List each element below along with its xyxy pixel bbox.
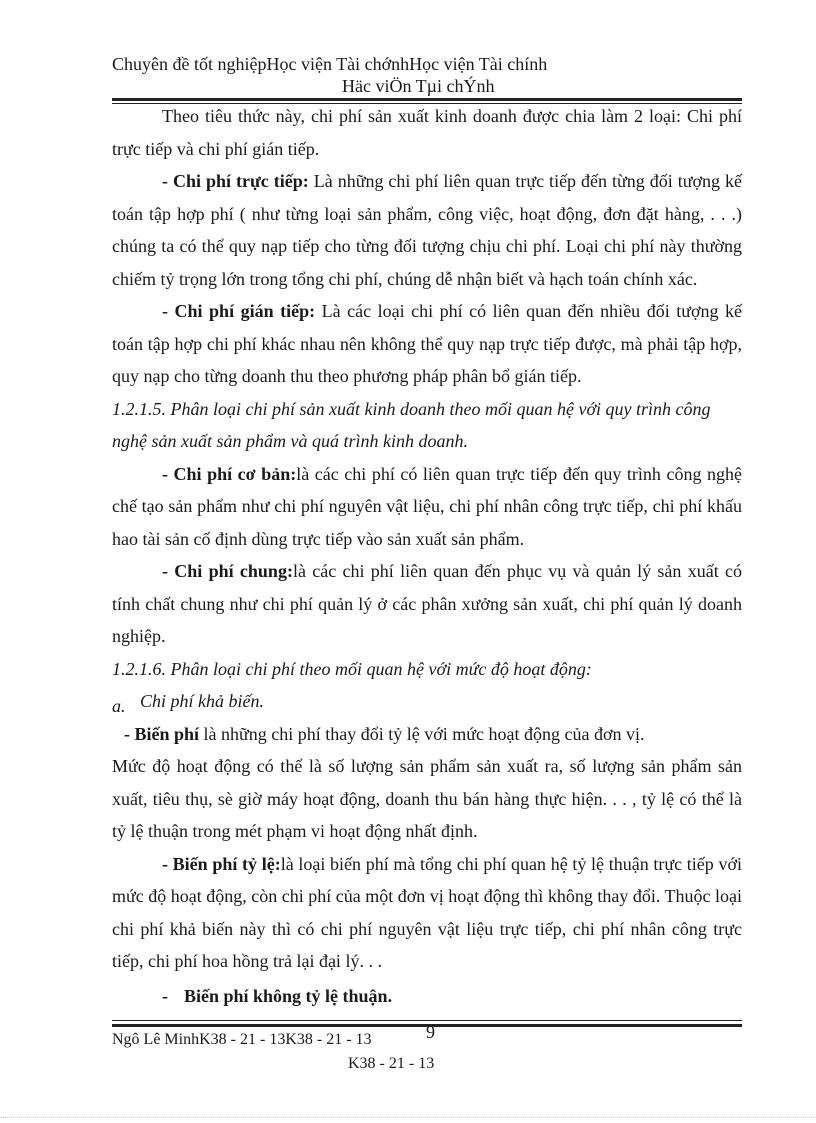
page-header: [112, 53, 742, 97]
document-body: [112, 100, 742, 1012]
paragraph-text: Là các loại chi phí có liên quan đến nhiều đối tượng kế toán tập hợp chi phí khác nhau nên không thể quy nạp trực tiếp được, mà phải tập hợp, quy nạp cho từng doanh thu theo phương pháp phân bổ gián tiếp.: [112, 301, 742, 386]
paragraph: [112, 165, 742, 295]
paragraph: [112, 555, 742, 653]
paragraph: Mức độ hoạt động có thể là số lượng sản phẩm sản xuất ra, số lượng sản phẩm sản xuất, tiêu thụ, sè giờ máy hoạt động, doanh thu bán hàng thực hiện. . . , tỷ lệ có thể là tỷ lệ thuận trong mét phạm vi hoạt động nhất định.: [112, 756, 742, 841]
paragraph-text: Là những chi phí liên quan trực tiếp đến từng đối tượng kế toán tập hợp phí ( như từng loại sản phẩm, công việc, hoạt động, đơn đặt hàng, . . .) chúng ta có thể quy nạp tiếp cho từng đối tượng chịu chi phí. Loại chi phí này thường chiếm tỷ trọng lớn trong tổng chi phí, chúng dễ nhận biết và hạch toán chính xác.: [112, 171, 742, 289]
term-label: Biến phí không tỷ lệ thuận.: [184, 985, 393, 1006]
paragraph: [112, 295, 742, 393]
subsection-heading: [112, 685, 742, 718]
footer-author: Ngô Lê MinhK38 - 21 - 13K38 - 21 - 13: [112, 1031, 372, 1048]
paragraph: [112, 848, 742, 978]
term-label: - Chi phí chung:: [162, 561, 293, 581]
section-heading: 1.2.1.5. Phân loại chi phí sản xuất kinh doanh theo mối quan hệ với quy trình công: [112, 398, 711, 419]
page-edge-divider: [0, 1117, 816, 1118]
term-label: - Chi phí gián tiếp:: [162, 301, 316, 321]
list-item: [112, 980, 742, 1013]
term-label: - Biến phí tỷ lệ:: [162, 853, 281, 874]
list-marker: a.: [112, 696, 126, 716]
section-heading-cont: nghệ sản xuất sản phẩm và quá trình kinh doanh.: [112, 431, 468, 451]
paragraph-text: là các chi phí liên quan đến phục vụ và quản lý sản xuất có tính chất chung như chi phí quản lý ở các phân xưởng sản xuất, chi phí quản lý doanh nghiệp.: [112, 561, 742, 646]
header-subtitle: Häc viÖn Tµi chÝnh: [342, 76, 495, 96]
section-heading: 1.2.1.6. Phân loại chi phí theo mối quan hệ với mức độ hoạt động:: [112, 658, 592, 679]
term-label: - Chi phí cơ bản:: [162, 463, 297, 484]
paragraph-text: là các chi phí có liên quan trực tiếp đến quy trình công nghệ chế tạo sản phẩm như chi phí nguyên vật liệu, chi phí nhân công trực tiếp, chi phí khấu hao tài sản cố định dùng trực tiếp vào sản xuất sản phẩm.: [112, 463, 743, 549]
paragraph-text: là những chi phí thay đổi tỷ lệ với mức hoạt động của đơn vị.: [199, 723, 645, 744]
footer-rule-thin: [112, 1020, 742, 1021]
header-title: Chuyên đề tốt nghiệpHọc viện Tài chớnhHọc viện Tài chính: [112, 54, 548, 74]
term-label: - Chi phí trực tiếp:: [162, 171, 309, 191]
page-footer: [112, 1022, 742, 1074]
page-number: 9: [426, 1022, 435, 1042]
paragraph: Theo tiêu thức này, chi phí sản xuất kinh doanh được chia làm 2 loại: Chi phí trực tiếp và chi phí gián tiếp.: [112, 106, 742, 159]
list-dash: -: [162, 985, 168, 1006]
paragraph: [112, 458, 742, 556]
paragraph-text: là loại biến phí mà tổng chi phí quan hệ tỷ lệ thuận trực tiếp với mức độ hoạt động, còn chi phí của một đơn vị hoạt động thì không thay đổi. Thuộc loại chi phí khả biến này thì có chi phí nguyên vật liệu trực tiếp, chi phí nhân công trực tiếp, chi phí hoa hồng trả lại đại lý. . .: [112, 853, 742, 971]
footer-class: K38 - 21 - 13: [348, 1055, 435, 1072]
subsection-title: Chi phí khả biến.: [140, 691, 264, 711]
term-label: - Biến phí: [124, 723, 200, 744]
paragraph: [112, 718, 742, 751]
